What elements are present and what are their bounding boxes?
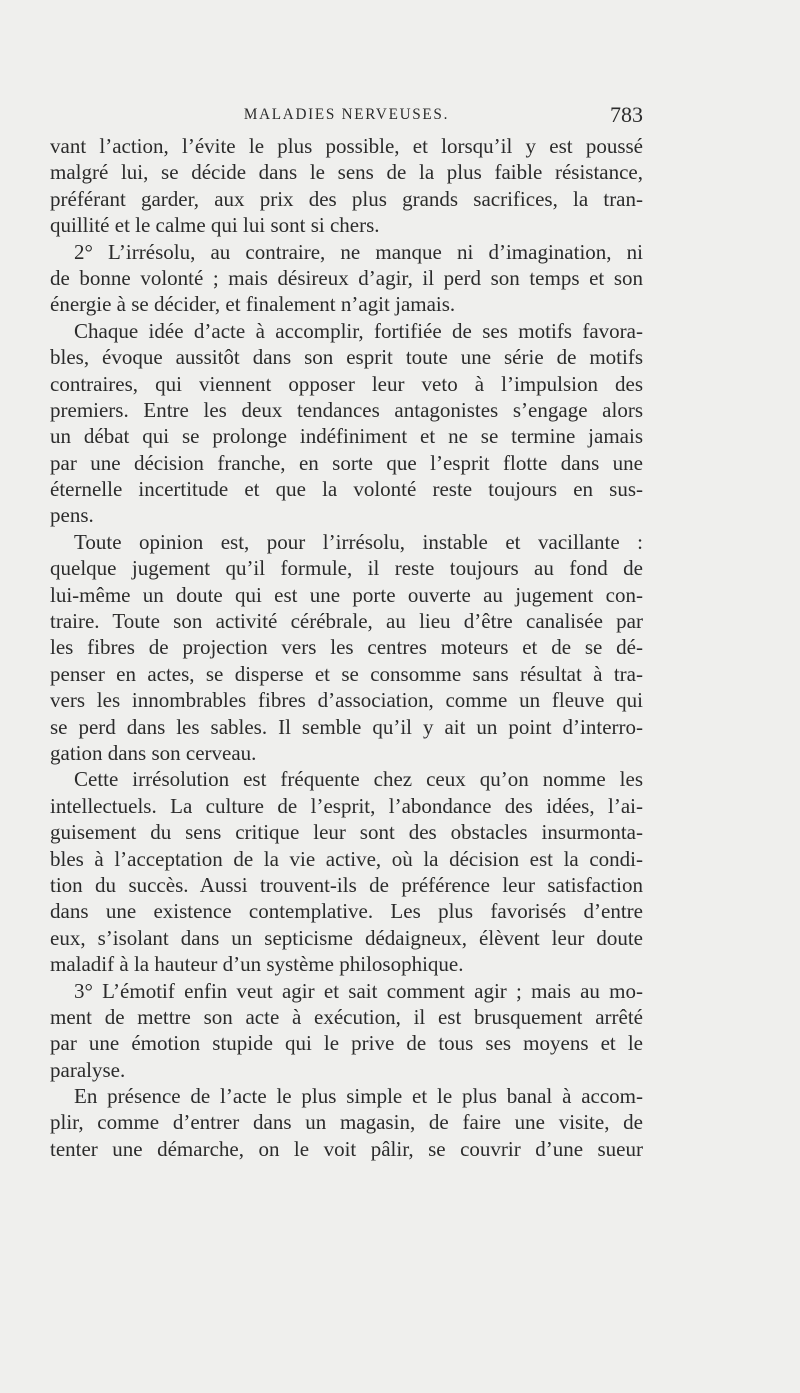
text-line: vant l’action, l’évite le plus possible, et lorsqu’il y est poussé	[50, 134, 643, 158]
text-line: dans une existence contemplative. Les plus favorisés d’entre	[50, 899, 643, 924]
text-line: lui-même un doute qui est une porte ouverte au jugement con-	[50, 582, 643, 607]
text-line: se perd dans les sables. Il semble qu’il y ait un point d’interro-	[50, 714, 643, 739]
text-line: guisement du sens critique leur sont des obstacles insurmonta-	[50, 820, 643, 845]
text-line: de bonne volonté ; mais désireux d’agir, il perd son temps et son	[50, 265, 643, 290]
text-line: paralyse.	[50, 1057, 126, 1082]
text-line: En présence de l’acte le plus simple et le plus banal à accom-	[74, 1084, 643, 1109]
text-line: pens.	[50, 503, 94, 528]
text-line: tenter une démarche, on le voit pâlir, se couvrir d’une sueur	[50, 1136, 643, 1161]
text-line: préférant garder, aux prix des plus grands sacrifices, la tran-	[50, 186, 643, 211]
text-line: gation dans son cerveau.	[50, 740, 257, 765]
text-line: énergie à se décider, et finalement n’agit jamais.	[50, 292, 456, 317]
text-line: plir, comme d’entrer dans un magasin, de faire une visite, de	[50, 1110, 643, 1135]
text-line: bles à l’acceptation de la vie active, où la décision est la condi-	[50, 846, 643, 871]
text-line: bles, évoque aussitôt dans son esprit toute une série de motifs	[50, 345, 643, 370]
text-line: eux, s’isolant dans un septicisme dédaigneux, élèvent leur doute	[50, 925, 643, 950]
text-line: Cette irrésolution est fréquente chez ceux qu’on nomme les	[74, 767, 643, 792]
body-text	[50, 133, 643, 1162]
text-line: Toute opinion est, pour l’irrésolu, instable et vacillante :	[74, 529, 643, 554]
text-line: contraires, qui viennent opposer leur veto à l’impulsion des	[50, 371, 643, 396]
text-line: penser en actes, se disperse et se consomme sans résultat à tra-	[50, 661, 643, 686]
text-line: éternelle incertitude et que la volonté reste toujours en sus-	[50, 477, 643, 502]
text-line: vers les innombrables fibres d’association, comme un fleuve qui	[50, 688, 643, 713]
text-line: 3° L’émotif enfin veut agir et sait comment agir ; mais au mo-	[74, 978, 643, 1003]
text-line: les fibres de projection vers les centres moteurs et de se dé-	[50, 635, 643, 660]
text-line: traire. Toute son activité cérébrale, au lieu d’être canalisée par	[50, 609, 643, 634]
text-line: quelque jugement qu’il formule, il reste toujours au fond de	[50, 556, 643, 581]
text-line: tion du succès. Aussi trouvent-ils de préférence leur satisfaction	[50, 872, 643, 897]
text-line: 2° L’irrésolu, au contraire, ne manque ni d’imagination, ni	[74, 239, 643, 264]
page-header	[50, 102, 643, 130]
text-line: malgré lui, se décide dans le sens de la plus faible résistance,	[50, 160, 643, 185]
running-title: MALADIES NERVEUSES.	[243, 106, 450, 123]
text-line: quillité et le calme qui lui sont si chers.	[50, 213, 380, 238]
text-line: Chaque idée d’acte à accomplir, fortifiée de ses motifs favora-	[74, 318, 643, 343]
text-line: par une décision franche, en sorte que l’esprit flotte dans une	[50, 450, 643, 475]
text-line: ment de mettre son acte à exécution, il est brusquement arrêté	[50, 1004, 643, 1029]
page-number: 783	[610, 102, 643, 127]
text-line: intellectuels. La culture de l’esprit, l’abondance des idées, l’ai-	[50, 793, 643, 818]
text-line: maladif à la hauteur d’un système philosophique.	[50, 952, 464, 977]
text-line: premiers. Entre les deux tendances antagonistes s’engage alors	[50, 397, 643, 422]
text-line: un débat qui se prolonge indéfiniment et ne se termine jamais	[50, 424, 643, 449]
text-line: par une émotion stupide qui le prive de tous ses moyens et le	[50, 1031, 643, 1056]
